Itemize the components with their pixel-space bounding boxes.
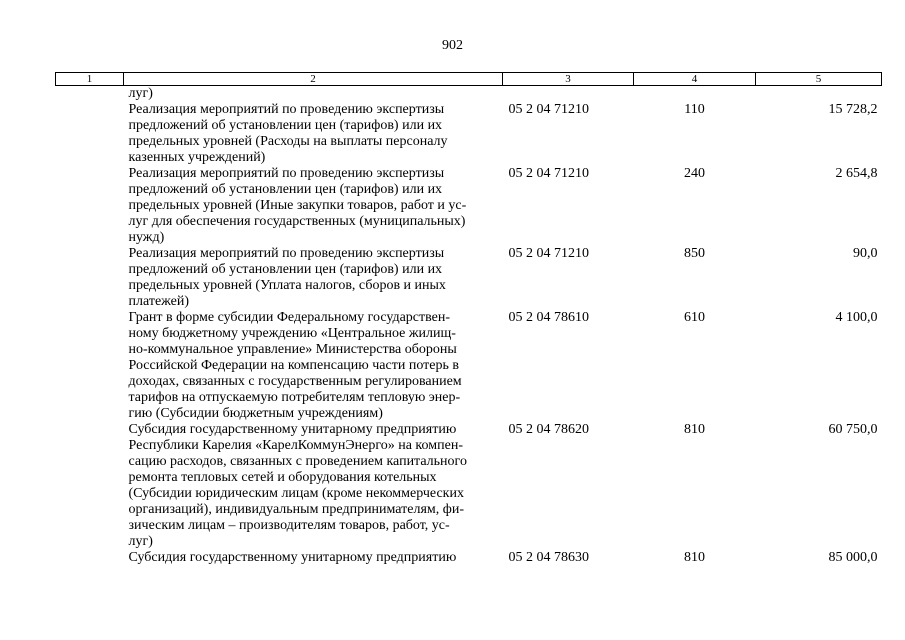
page-number: 902 xyxy=(442,38,463,53)
column-header: 1 xyxy=(56,73,124,86)
description-line: Грант в форме субсидии Федеральному государствен- xyxy=(128,310,451,325)
expense-type-code: 810 xyxy=(684,550,705,565)
expense-description xyxy=(124,86,503,103)
budget-code: 05 2 04 71210 xyxy=(508,246,589,261)
amount-value: 85 000,0 xyxy=(828,550,878,565)
row-number-cell xyxy=(56,422,124,550)
expense-description xyxy=(124,246,503,310)
description-line: Реализация мероприятий по проведению экспертизы xyxy=(128,246,445,261)
table-row xyxy=(56,166,882,246)
description-line: (Субсидии юридическим лицам (кроме некоммерческих xyxy=(128,486,464,501)
column-header: 4 xyxy=(634,73,756,86)
table-row xyxy=(56,102,882,166)
table-body xyxy=(56,86,882,567)
description-line: организаций), индивидуальным предпринимателям, фи- xyxy=(128,502,465,517)
expense-type-code: 240 xyxy=(684,166,705,181)
budget-code: 05 2 04 71210 xyxy=(508,102,589,117)
description-line: Реализация мероприятий по проведению экспертизы xyxy=(128,166,445,181)
table-row xyxy=(56,310,882,422)
expense-description xyxy=(124,550,503,566)
description-line: предложений об установлении цен (тарифов) или их xyxy=(128,262,443,277)
description-line: Республики Карелия «КарелКоммунЭнерго» на компен- xyxy=(128,438,463,453)
expense-description xyxy=(124,102,503,166)
description-line: но-коммунальное управление» Министерства обороны xyxy=(128,342,457,357)
budget-code: 05 2 04 78610 xyxy=(508,310,589,325)
description-line: предельных уровней (Расходы на выплаты персоналу xyxy=(128,134,448,149)
table-row xyxy=(56,246,882,310)
description-line: Реализация мероприятий по проведению экспертизы xyxy=(128,102,445,117)
row-number-cell xyxy=(56,246,124,310)
budget-code: 05 2 04 78630 xyxy=(508,550,589,565)
expense-type-code xyxy=(634,86,756,103)
description-line: луг) xyxy=(128,86,153,101)
expense-type-code: 810 xyxy=(684,422,705,437)
description-line: гию (Субсидии бюджетным учреждениям) xyxy=(128,406,383,421)
description-line: доходах, связанных с государственным регулированием xyxy=(128,374,462,389)
description-line: предельных уровней (Уплата налогов, сборов и иных xyxy=(128,278,446,293)
row-number-cell xyxy=(56,166,124,246)
table-row xyxy=(56,550,882,566)
description-line: луг) xyxy=(128,534,153,549)
amount-value: 60 750,0 xyxy=(828,422,878,437)
expense-description xyxy=(124,166,503,246)
expense-type-code: 110 xyxy=(684,102,705,117)
description-line: предельных уровней (Иные закупки товаров, работ и ус- xyxy=(128,198,467,213)
budget-code xyxy=(503,86,634,103)
amount-value: 2 654,8 xyxy=(835,166,878,181)
description-line: ному бюджетному учреждению «Центральное жилищ- xyxy=(128,326,456,341)
description-line: луг для обеспечения государственных (муниципальных) xyxy=(128,214,466,229)
amount-value: 90,0 xyxy=(853,246,878,261)
amount-value: 15 728,2 xyxy=(828,102,878,117)
expense-type-code: 610 xyxy=(684,310,705,325)
description-line: нужд) xyxy=(128,230,165,245)
description-line: Российской Федерации на компенсацию части потерь в xyxy=(128,358,459,373)
description-line: предложений об установлении цен (тарифов) или их xyxy=(128,182,443,197)
table-row xyxy=(56,86,882,103)
description-line: Субсидия государственному унитарному предприятию xyxy=(128,422,457,437)
description-line: ремонта тепловых сетей и оборудования котельных xyxy=(128,470,437,485)
row-number-cell xyxy=(56,310,124,422)
expense-description xyxy=(124,310,503,422)
budget-table xyxy=(55,72,882,566)
description-line: зическим лицам – производителям товаров, работ, ус- xyxy=(128,518,450,533)
column-header: 3 xyxy=(503,73,634,86)
budget-code: 05 2 04 71210 xyxy=(508,166,589,181)
column-header: 2 xyxy=(124,73,503,86)
budget-code: 05 2 04 78620 xyxy=(508,422,589,437)
amount-value xyxy=(756,86,882,103)
amount-value: 4 100,0 xyxy=(835,310,878,325)
expense-description xyxy=(124,422,503,550)
row-number-cell xyxy=(56,550,124,566)
description-line: платежей) xyxy=(128,294,190,309)
description-line: сацию расходов, связанных с проведением капитального xyxy=(128,454,467,469)
table-row xyxy=(56,422,882,550)
table-header-row xyxy=(56,73,882,86)
description-line: предложений об установлении цен (тарифов) или их xyxy=(128,118,443,133)
description-line: Субсидия государственному унитарному предприятию xyxy=(128,550,457,565)
column-header: 5 xyxy=(756,73,882,86)
row-number-cell xyxy=(56,102,124,166)
expense-type-code: 850 xyxy=(684,246,705,261)
description-line: тарифов на отпускаемую потребителям тепловую энер- xyxy=(128,390,461,405)
description-line: казенных учреждений) xyxy=(128,150,266,165)
row-number-cell xyxy=(56,86,124,103)
